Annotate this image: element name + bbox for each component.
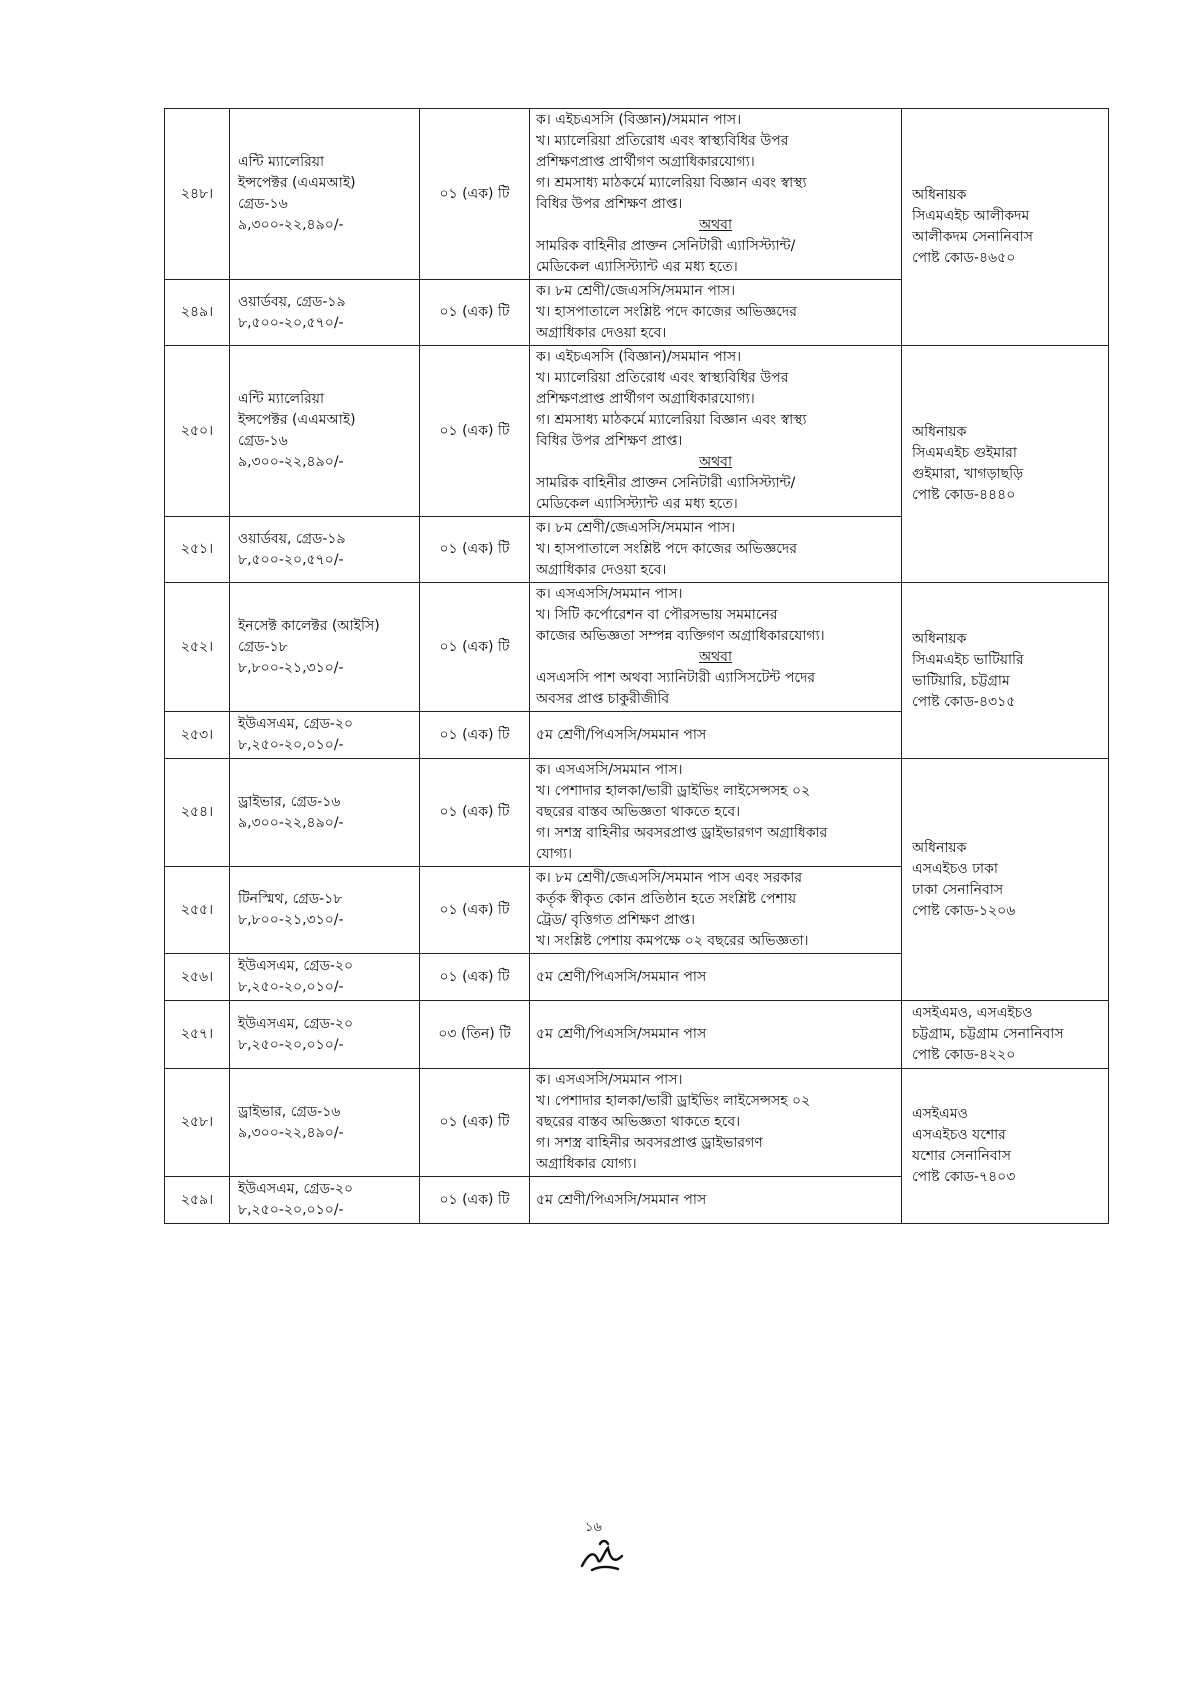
post-line: গ্রেড-১৬ [238, 196, 288, 212]
page-number: ১৬ [585, 1520, 602, 1535]
qualification-line: ট্রেড/ বৃত্তিগত প্রশিক্ষণ প্রাপ্ত। [536, 912, 696, 928]
post-line: ইউএসএম, গ্রেড-২০ [238, 1181, 354, 1197]
qualification-line: গ। শ্রমসাধ্য মাঠকর্মে ম্যালেরিয়া বিজ্ঞান এবং স্বাস্থ্য [536, 175, 807, 191]
serial-number: ২৪৯। [165, 280, 230, 346]
post-quantity: ০৩ (তিন) টি [420, 1001, 530, 1069]
qualification-line: অগ্রাধিকার দেওয়া হবে। [536, 562, 667, 578]
qualification-line: ক। এইচএসসি (বিজ্ঞান)/সমমান পাস। [536, 112, 742, 128]
table-row [165, 759, 1109, 867]
serial-number: ২৫৬। [165, 954, 230, 1001]
serial-number: ২৫২। [165, 583, 230, 712]
post-name-grade [230, 346, 420, 517]
qualification-line: প্রশিক্ষণপ্রাপ্ত প্রার্থীগণ অগ্রাধিকারযোগ্য। [536, 391, 755, 407]
office-line: পোষ্ট কোড-৪৬৫০ [912, 250, 1016, 266]
qualification-line: খ। সিটি কর্পোরেশন বা পৌরসভায় সমমানের [536, 607, 778, 623]
or-separator: অথবা [698, 217, 733, 233]
post-quantity: ০১ (এক) টি [420, 109, 530, 280]
post-quantity: ০১ (এক) টি [420, 280, 530, 346]
qualification-line: বিধির উপর প্রশিক্ষণ প্রাপ্ত। [536, 433, 683, 449]
post-name-grade [230, 712, 420, 759]
qualification [530, 517, 902, 583]
office-line: পোষ্ট কোড-৭৪০৩ [912, 1169, 1016, 1185]
qualification-line: খ। ম্যালেরিয়া প্রতিরোধ এবং স্বাস্থ্যবিধির উপর [536, 133, 789, 149]
qualification-line: খ। পেশাদার হালকা/ভারী ড্রাইভিং লাইসেন্সসহ ০২ [536, 783, 811, 799]
qualification [530, 1069, 902, 1177]
post-line: ৮,২৫০-২০,০১০/- [238, 1202, 344, 1218]
post-line: ৮,৮০০-২১,৩১০/- [238, 912, 344, 928]
post-line: গ্রেড-১৮ [238, 638, 288, 655]
office-line: ঢাকা সেনানিবাস [912, 881, 1004, 898]
qualification-line: মেডিকেল এ্যাসিস্ট্যান্ট এর মধ্য হতে। [536, 259, 738, 275]
post-quantity: ০১ (এক) টি [420, 867, 530, 954]
post-line: টিনস্মিথ, গ্রেড-১৮ [238, 891, 343, 907]
office-line: এসইএমও, এসএইচও [912, 1005, 1033, 1021]
qualification-line: খ। হাসপাতালে সংশ্লিষ্ট পদে কাজের অভিজ্ঞদের [536, 541, 797, 557]
serial-number: ২৫০। [165, 346, 230, 517]
or-separator: অথবা [698, 454, 733, 470]
post-line: ৯,৩০০-২২,৪৯০/- [238, 217, 344, 233]
qualification-line: খ। হাসপাতালে সংশ্লিষ্ট পদে কাজের অভিজ্ঞদের [536, 304, 797, 320]
qualification-line: বছরের বাস্তব অভিজ্ঞতা থাকতে হবে। [536, 1114, 741, 1130]
post-line: ওয়ার্ডবয়, গ্রেড-১৯ [238, 530, 346, 547]
qualification-line: বিধির উপর প্রশিক্ষণ প্রাপ্ত। [536, 196, 683, 212]
table-row [165, 583, 1109, 712]
qualification-line: ৫ম শ্রেণী/পিএসসি/সমমান পাস [536, 968, 707, 985]
qualification [530, 1001, 902, 1069]
post-name-grade [230, 759, 420, 867]
qualification-line: খ। পেশাদার হালকা/ভারী ড্রাইভিং লাইসেন্সসহ ০২ [536, 1093, 811, 1109]
serial-number: ২৫৮। [165, 1069, 230, 1177]
qualification-line: প্রশিক্ষণপ্রাপ্ত প্রার্থীগণ অগ্রাধিকারযোগ্য। [536, 154, 755, 170]
serial-number: ২৫৪। [165, 759, 230, 867]
post-name-grade [230, 109, 420, 280]
application-office [902, 759, 1109, 1001]
post-name-grade [230, 280, 420, 346]
qualification-line: ৫ম শ্রেণী/পিএসসি/সমমান পাস [536, 1191, 707, 1208]
qualification [530, 759, 902, 867]
table-row [165, 109, 1109, 280]
application-office [902, 1001, 1109, 1069]
qualification-line: সামরিক বাহিনীর প্রাক্তন সেনিটারী এ্যাসিস্ট্যান্ট/ [536, 475, 796, 491]
table-row [165, 1001, 1109, 1069]
office-line: অধিনায়ক [912, 187, 967, 203]
post-quantity: ০১ (এক) টি [420, 712, 530, 759]
post-line: ৯,৩০০-২২,৪৯০/- [238, 814, 344, 831]
table-row [165, 346, 1109, 517]
office-line: গুইমারা, খাগড়াছড়ি [912, 466, 1024, 482]
qualification-line: বছরের বাস্তব অভিজ্ঞতা থাকতে হবে। [536, 804, 741, 820]
post-line: ইন্সপেক্টর (এএমআই) [238, 175, 356, 191]
office-line: এসএইচও যশোর [912, 1127, 1006, 1143]
office-line: এসএইচও ঢাকা [912, 860, 998, 877]
office-line: সিএমএইচ আলীকদম [912, 208, 1030, 224]
post-line: এন্টি ম্যালেরিয়া [238, 154, 325, 170]
office-line: সিএমএইচ গুইমারা [912, 445, 1017, 461]
qualification-line: এসএসসি পাশ অথবা স্যানিটারী এ্যাসিসটেন্ট পদের [536, 670, 816, 686]
qualification [530, 280, 902, 346]
post-line: ড্রাইভার, গ্রেড-১৬ [238, 793, 341, 810]
post-quantity: ০১ (এক) টি [420, 517, 530, 583]
post-name-grade [230, 583, 420, 712]
qualification-line: ক। এসএসসি/সমমান পাস। [536, 586, 683, 602]
qualification [530, 1177, 902, 1224]
qualification-line: গ। শ্রমসাধ্য মাঠকর্মে ম্যালেরিয়া বিজ্ঞান এবং স্বাস্থ্য [536, 412, 807, 428]
post-name-grade [230, 1069, 420, 1177]
post-quantity: ০১ (এক) টি [420, 954, 530, 1001]
qualification-line: ক। ৮ম শ্রেণী/জেএসসি/সমমান পাস এবং সরকার [536, 870, 803, 886]
post-line: ড্রাইভার, গ্রেড-১৬ [238, 1103, 341, 1120]
office-line: পোষ্ট কোড-৪৩১৫ [912, 693, 1016, 710]
post-line: ৮,৫০০-২০,৫৭০/- [238, 314, 344, 331]
qualification [530, 346, 902, 517]
office-line: এসইএমও [912, 1106, 968, 1122]
serial-number: ২৪৮। [165, 109, 230, 280]
qualification-line: ৫ম শ্রেণী/পিএসসি/সমমান পাস [536, 726, 707, 743]
qualification [530, 867, 902, 954]
post-line: ইনসেক্ট কালেক্টর (আইসি) [238, 617, 380, 634]
job-vacancy-table [164, 108, 1109, 1224]
qualification-line: গ। সশস্ত্র বাহিনীর অবসরপ্রাপ্ত ড্রাইভারগণ অগ্রাধিকার [536, 825, 828, 841]
qualification-line: খ। সংশ্লিষ্ট পেশায় কমপক্ষে ০২ বছরের অভিজ্ঞতা। [536, 933, 809, 949]
qualification [530, 583, 902, 712]
serial-number: ২৫৩। [165, 712, 230, 759]
qualification-line: কাজের অভিজ্ঞতা সম্পন্ন ব্যক্তিগণ অগ্রাধিকারযোগ্য। [536, 628, 825, 644]
post-name-grade [230, 517, 420, 583]
post-name-grade [230, 867, 420, 954]
qualification [530, 712, 902, 759]
qualification-line: খ। ম্যালেরিয়া প্রতিরোধ এবং স্বাস্থ্যবিধির উপর [536, 370, 789, 386]
post-quantity: ০১ (এক) টি [420, 759, 530, 867]
office-line: অধিনায়ক [912, 424, 967, 440]
post-line: ওয়ার্ডবয়, গ্রেড-১৯ [238, 293, 346, 310]
post-line: ৮,২৫০-২০,০১০/- [238, 1036, 344, 1053]
post-line: ৮,৮০০-২১,৩১০/- [238, 659, 344, 676]
table-row [165, 1069, 1109, 1177]
application-office [902, 346, 1109, 583]
post-name-grade [230, 1001, 420, 1069]
post-line: ৮,২৫০-২০,০১০/- [238, 737, 344, 753]
post-line: ৯,৩০০-২২,৪৯০/- [238, 454, 344, 470]
application-office [902, 583, 1109, 759]
post-line: ইউএসএম, গ্রেড-২০ [238, 716, 354, 732]
post-line: ইন্সপেক্টর (এএমআই) [238, 412, 356, 428]
qualification-line: ক। এসএসসি/সমমান পাস। [536, 762, 683, 778]
serial-number: ২৫১। [165, 517, 230, 583]
post-line: এন্টি ম্যালেরিয়া [238, 391, 325, 407]
serial-number: ২৫৭। [165, 1001, 230, 1069]
office-line: চট্টগ্রাম, চট্টগ্রাম সেনানিবাস [912, 1026, 1064, 1042]
qualification-line: সামরিক বাহিনীর প্রাক্তন সেনিটারী এ্যাসিস্ট্যান্ট/ [536, 238, 796, 254]
qualification [530, 954, 902, 1001]
application-office [902, 109, 1109, 346]
qualification-line: অগ্রাধিকার দেওয়া হবে। [536, 325, 667, 341]
serial-number: ২৫৫। [165, 867, 230, 954]
post-name-grade [230, 954, 420, 1001]
qualification-line: ক। ৮ম শ্রেণী/জেএসসি/সমমান পাস। [536, 520, 736, 536]
post-quantity: ০১ (এক) টি [420, 1177, 530, 1224]
qualification-line: ক। ৮ম শ্রেণী/জেএসসি/সমমান পাস। [536, 283, 736, 299]
qualification-line: অগ্রাধিকার যোগ্য। [536, 1156, 637, 1172]
office-line: ভাটিয়ারি, চট্টগ্রাম [912, 672, 1010, 689]
post-quantity: ০১ (এক) টি [420, 346, 530, 517]
qualification-line: ক। এইচএসসি (বিজ্ঞান)/সমমান পাস। [536, 349, 742, 365]
office-line: পোষ্ট কোড-১২০৬ [912, 902, 1016, 919]
office-line: অধিনায়ক [912, 839, 967, 856]
office-line: অধিনায়ক [912, 630, 967, 647]
office-line: পোষ্ট কোড-৪২২০ [912, 1047, 1016, 1063]
qualification-line: গ। সশস্ত্র বাহিনীর অবসরপ্রাপ্ত ড্রাইভারগণ [536, 1135, 763, 1151]
office-line: পোষ্ট কোড-৪৪৪০ [912, 487, 1016, 503]
post-quantity: ০১ (এক) টি [420, 1069, 530, 1177]
post-line: ইউএসএম, গ্রেড-২০ [238, 1015, 354, 1032]
office-line: যশোর সেনানিবাস [912, 1148, 1011, 1164]
serial-number: ২৫৯। [165, 1177, 230, 1224]
qualification-line: কর্তৃক স্বীকৃত কোন প্রতিষ্ঠান হতে সংশ্লিষ্ট পেশায় [536, 891, 797, 907]
qualification-line: অবসর প্রাপ্ত চাকুরীজীবি [536, 691, 670, 707]
qualification-line: ৫ম শ্রেণী/পিএসসি/সমমান পাস [536, 1026, 707, 1042]
qualification-line: ক। এসএসসি/সমমান পাস। [536, 1072, 683, 1088]
qualification [530, 109, 902, 280]
handwritten-signature [578, 1536, 628, 1576]
post-line: ৮,২৫০-২০,০১০/- [238, 979, 344, 995]
qualification-line: যোগ্য। [536, 846, 573, 862]
qualification-line: মেডিকেল এ্যাসিস্ট্যান্ট এর মধ্য হতে। [536, 496, 738, 512]
office-line: আলীকদম সেনানিবাস [912, 229, 1033, 245]
application-office [902, 1069, 1109, 1224]
office-line: সিএমএইচ ভাটিয়ারি [912, 651, 1024, 668]
post-line: গ্রেড-১৬ [238, 433, 288, 449]
or-separator: অথবা [698, 649, 733, 665]
post-line: ৮,৫০০-২০,৫৭০/- [238, 551, 344, 568]
table-body [165, 109, 1109, 1224]
post-quantity: ০১ (এক) টি [420, 583, 530, 712]
post-line: ৯,৩০০-২২,৪৯০/- [238, 1124, 344, 1141]
post-name-grade [230, 1177, 420, 1224]
post-line: ইউএসএম, গ্রেড-২০ [238, 958, 354, 974]
